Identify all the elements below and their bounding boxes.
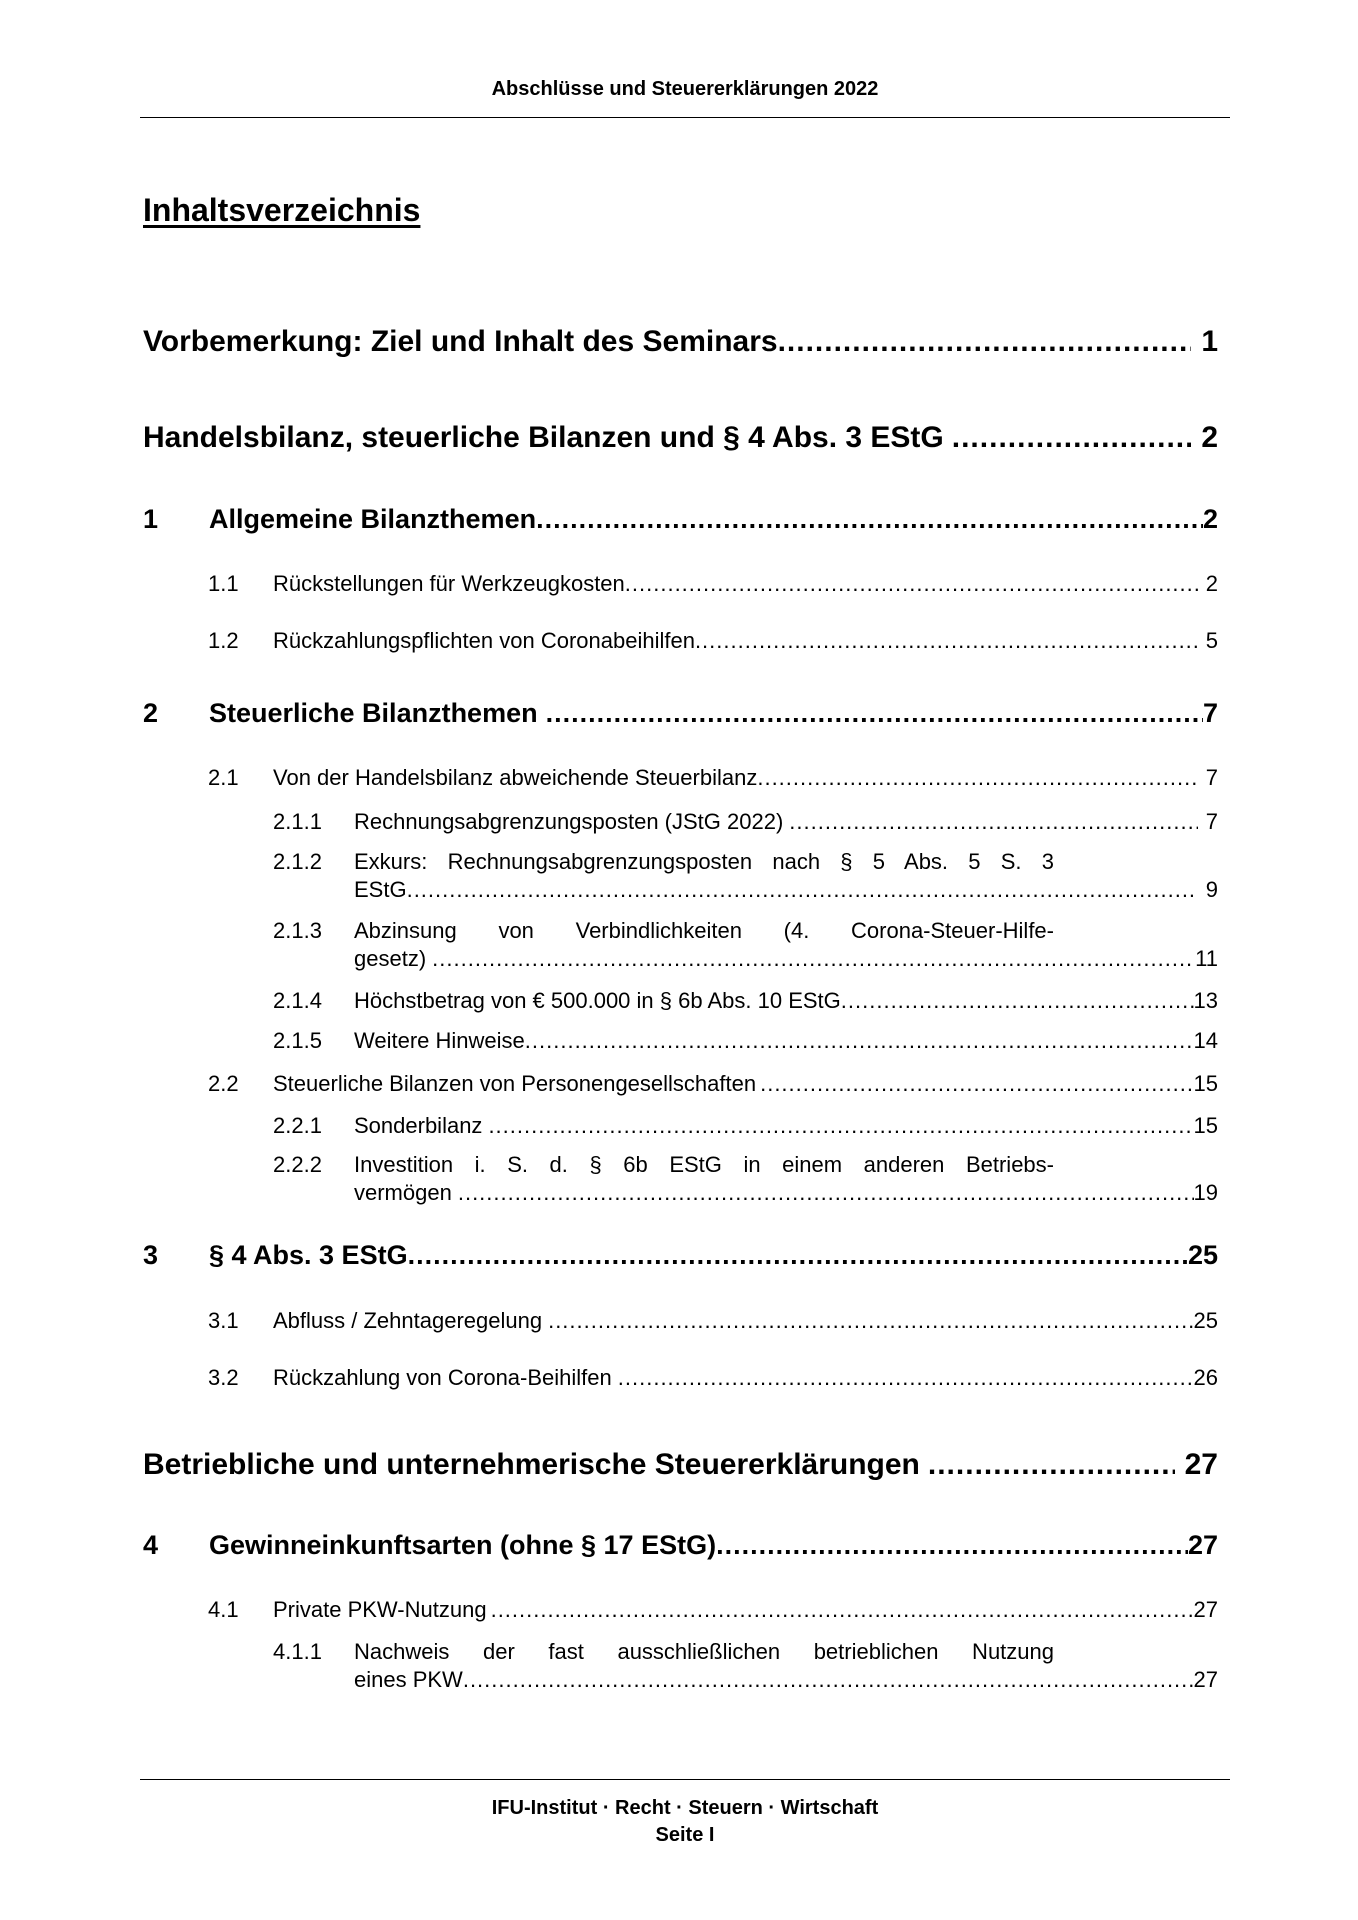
toc-leader-dots [458,1180,1194,1206]
toc-entry-label: Rückzahlung von Corona-Beihilfen [273,1365,612,1390]
toc-leader-dots [432,946,1195,972]
toc-page-number: 15 [1193,1071,1218,1096]
toc-page-number: 27 [1193,1597,1218,1622]
toc-entry-label: § 4 Abs. 3 EStG [209,1240,408,1270]
toc-leader-dots [407,877,1198,903]
toc-page-number: 2 [1205,571,1218,596]
toc-leader-dots [525,1028,1194,1054]
toc-entry-label-line1: Abzinsung von Verbindlichkeiten (4. Corona-Steuer-Hilfe- [354,918,1054,943]
toc-page-number: 5 [1205,628,1218,653]
toc-leader-dots [778,325,1192,359]
toc-entry-3-1[interactable] [208,1308,1218,1338]
toc-leader-dots [789,809,1197,835]
toc-number: 2.1.1 [273,809,322,834]
toc-entry-2-2-1[interactable] [273,1113,1218,1143]
toc-entry-4-1[interactable] [208,1597,1218,1627]
toc-entry-label-line1: Exkurs: Rechnungsabgrenzungsposten nach § 5 Abs. 5 S. 3 [354,849,1054,874]
toc-entry-label: Steuerliche Bilanzthemen [209,698,538,728]
toc-number: 1 [143,504,159,534]
toc-entry-label: Private PKW-Nutzung [273,1597,487,1622]
toc-number: 1.1 [208,571,239,596]
toc-entry-label-line2: eines PKW [354,1667,463,1692]
toc-entry-label-line2: gesetz) [354,946,427,971]
toc-leader-dots [952,421,1192,455]
toc-leader-dots [548,1308,1193,1334]
toc-page-number: 2 [1201,421,1218,454]
toc-entry-2-2-2[interactable] [273,1152,1218,1212]
toc-part-vorbemerkung[interactable] [143,325,1218,359]
toc-entry-3[interactable] [143,1240,1218,1276]
toc-number: 2.1 [208,765,239,790]
toc-page-number: 25 [1193,1308,1218,1333]
toc-leader-dots [760,1071,1193,1097]
toc-entry-label: Weitere Hinweise [354,1028,525,1053]
toc-leader-dots [716,1530,1188,1561]
toc-entry-2-1-2[interactable] [273,849,1218,909]
toc-entry-label: Rückzahlungspflichten von Coronabeihilfen [273,628,695,653]
running-header: Abschlüsse und Steuererklärungen 2022 [491,78,879,100]
toc-entry-2[interactable] [143,698,1218,734]
toc-entry-label: Gewinneinkunftsarten (ohne § 17 EStG) [209,1530,717,1560]
toc-entry-2-1-1[interactable] [273,809,1218,839]
toc-leader-dots [491,1597,1194,1623]
toc-page-number: 26 [1193,1365,1218,1390]
toc-entry-2-2[interactable] [208,1071,1218,1101]
footer-page-number: Seite I [655,1824,715,1846]
toc-number: 2.1.4 [273,988,322,1013]
toc-page-number: 13 [1193,988,1218,1013]
toc-leader-dots [546,698,1203,729]
toc-entry-label-line2: vermögen [354,1180,452,1205]
toc-entry-2-1-3[interactable] [273,918,1218,978]
toc-page-number: 7 [1202,698,1218,728]
toc-number: 3.1 [208,1308,239,1333]
toc-part-betriebliche[interactable] [143,1448,1218,1482]
toc-number: 2.1.5 [273,1028,322,1053]
toc-leader-dots [536,504,1203,535]
toc-entry-4[interactable] [143,1530,1218,1566]
toc-page-number: 9 [1205,877,1218,902]
toc-page-number: 11 [1195,946,1218,971]
toc-page-number: 27 [1193,1667,1218,1692]
toc-number: 2.2.2 [273,1152,322,1177]
toc-number: 2.2 [208,1071,239,1096]
toc-entry-label: Rückstellungen für Werkzeugkosten [273,571,625,596]
toc-leader-dots [841,988,1194,1014]
toc-number: 4 [143,1530,159,1560]
toc-number: 3 [143,1240,159,1270]
toc-entry-label: Allgemeine Bilanzthemen [209,504,537,534]
toc-entry-4-1-1[interactable] [273,1639,1218,1699]
toc-entry-2-1-4[interactable] [273,988,1218,1018]
toc-leader-dots [695,628,1198,654]
toc-entry-label-line1: Nachweis der fast ausschließlichen betrieblichen Nutzung [354,1639,1054,1664]
toc-page-number: 27 [1187,1530,1218,1560]
toc-entry-1-2[interactable] [208,628,1218,658]
toc-entry-label: Steuerliche Bilanzen von Personengesellschaften [273,1071,757,1096]
toc-entry-1-1[interactable] [208,571,1218,601]
toc-title: Inhaltsverzeichnis [143,192,421,228]
toc-entry-label-line2: EStG [354,877,407,902]
toc-leader-dots [618,1365,1194,1391]
toc-number: 2.2.1 [273,1113,322,1138]
toc-part-label: Betriebliche und unternehmerische Steuererklärungen [143,1448,920,1481]
toc-page-number: 1 [1201,325,1218,358]
toc-entry-label: Von der Handelsbilanz abweichende Steuerbilanz [273,765,758,790]
toc-entry-label-line1: Investition i. S. d. § 6b EStG in einem anderen Betriebs- [354,1152,1054,1177]
toc-part-handelsbilanz[interactable] [143,421,1218,455]
toc-number: 3.2 [208,1365,239,1390]
toc-number: 2.1.3 [273,918,322,943]
toc-page-number: 15 [1193,1113,1218,1138]
toc-page-number: 14 [1193,1028,1218,1053]
toc-entry-label: Abfluss / Zehntageregelung [273,1308,543,1333]
toc-entry-2-1[interactable] [208,765,1218,795]
toc-part-label: Handelsbilanz, steuerliche Bilanzen und § 4 Abs. 3 EStG [143,421,944,454]
toc-part-label: Vorbemerkung: Ziel und Inhalt des Seminars [143,325,778,358]
footer-institute: IFU-Institut · Recht · Steuern · Wirtschaft [491,1797,879,1819]
footer-rule [140,1779,1230,1780]
toc-number: 2 [143,698,159,728]
toc-page-number: 2 [1202,504,1218,534]
toc-leader-dots [408,1240,1188,1271]
toc-entry-label: Sonderbilanz [354,1113,483,1138]
toc-leader-dots [463,1667,1194,1693]
toc-entry-3-2[interactable] [208,1365,1218,1395]
toc-entry-1[interactable] [143,504,1218,540]
toc-number: 4.1.1 [273,1639,322,1664]
header-rule [140,117,1230,118]
toc-entry-label: Rechnungsabgrenzungsposten (JStG 2022) [354,809,784,834]
toc-leader-dots [928,1448,1175,1482]
toc-page-number: 19 [1193,1180,1218,1205]
toc-leader-dots [488,1113,1193,1139]
toc-number: 1.2 [208,628,239,653]
toc-page-number: 25 [1187,1240,1218,1270]
toc-leader-dots [757,765,1197,791]
toc-entry-2-1-5[interactable] [273,1028,1218,1058]
toc-page-number: 7 [1205,765,1218,790]
toc-page-number: 27 [1184,1448,1218,1481]
toc-page-number: 7 [1205,809,1218,834]
toc-number: 4.1 [208,1597,239,1622]
toc-number: 2.1.2 [273,849,322,874]
toc-entry-label: Höchstbetrag von € 500.000 in § 6b Abs. 10 EStG [354,988,841,1013]
toc-leader-dots [625,571,1198,597]
